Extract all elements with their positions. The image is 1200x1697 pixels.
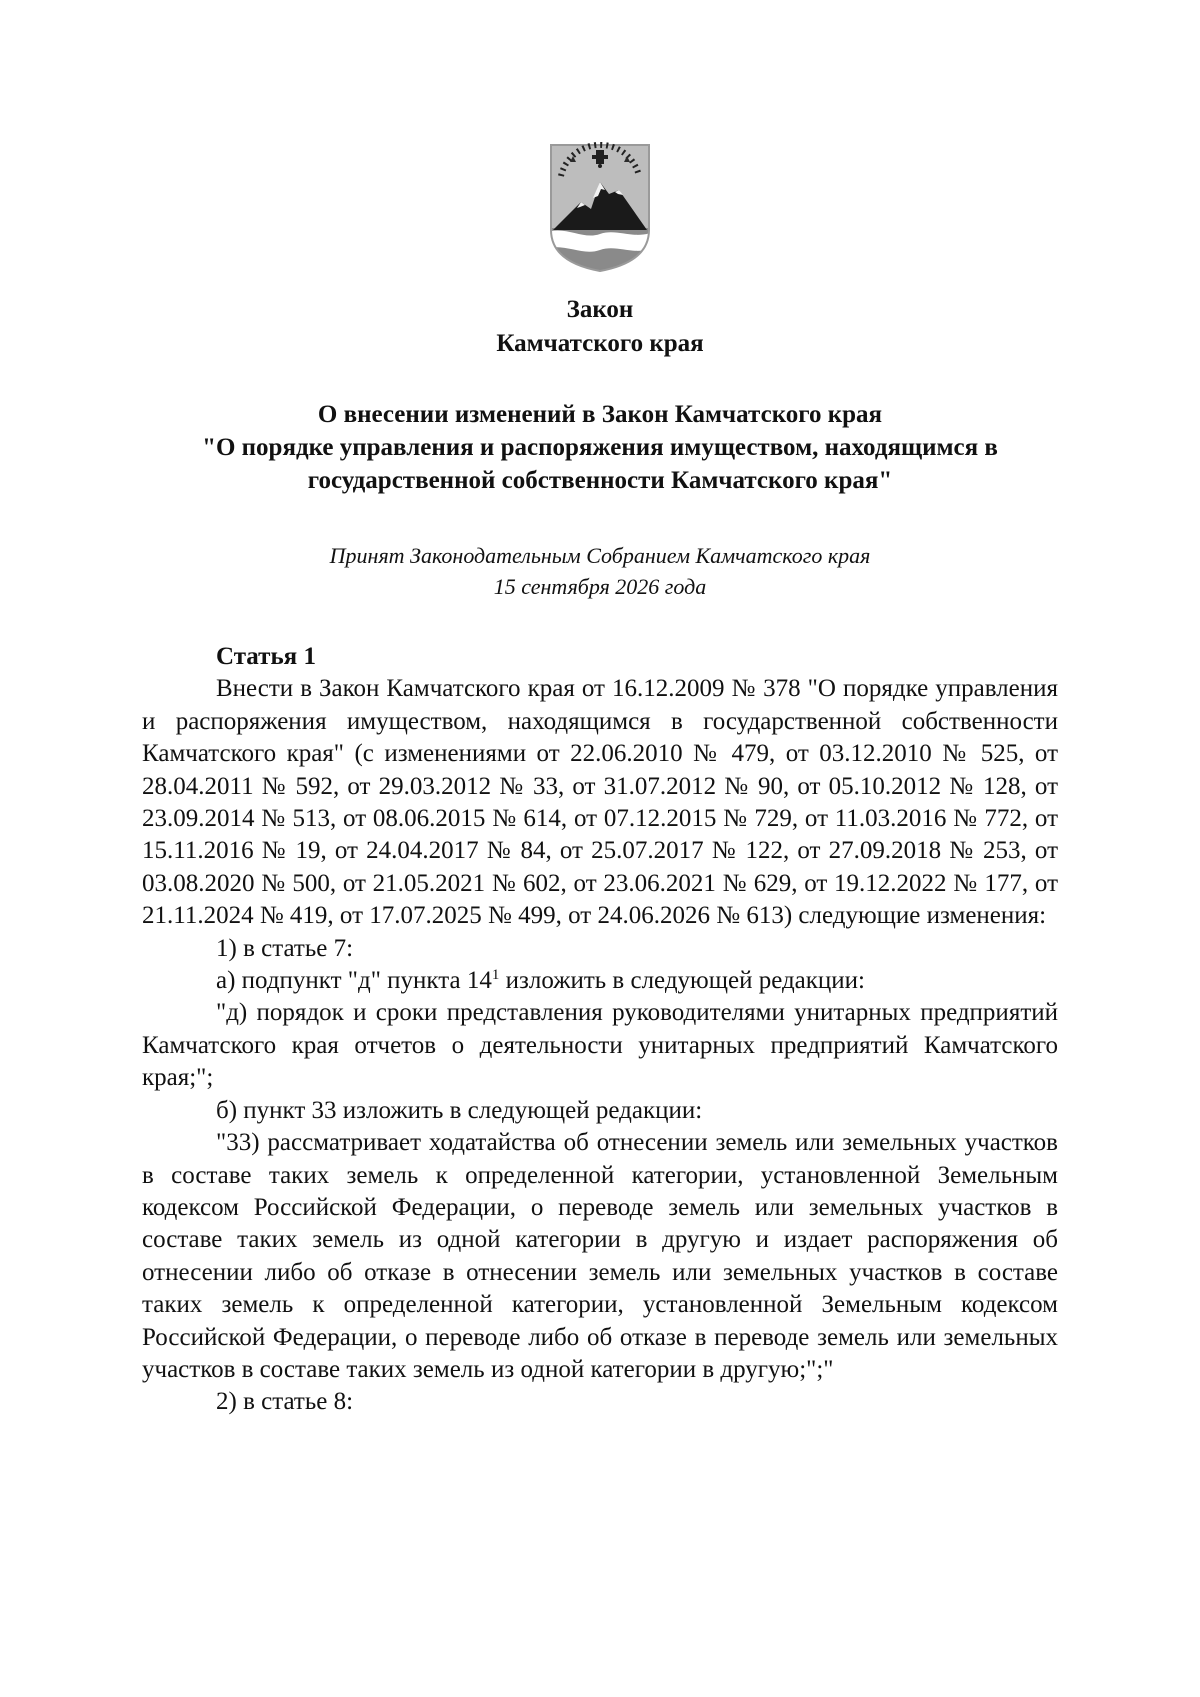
list-item-subpoint-a <box>142 965 1058 997</box>
law-subject-line-3: государственной собственности Камчатского края" <box>307 467 893 494</box>
coat-of-arms-icon <box>547 142 653 273</box>
article-intro-paragraph: Внести в Закон Камчатского края от 16.12.2009 № 378 "О порядке управления и распоряжения имуществом, находящимся в государственной собственности Камчатского края" (с изменениями от 22.06.2010 № 479, от 03.12.2010 № 525, от 28.04.2011 № 592, от 29.03.2012 № 33, от 31.07.2012 № 90, от 05.10.2012 № 128, от 23.09.2014 № 513, от 08.06.2015 № 614, от 07.12.2015 № 729, от 11.03.2016 № 772, от 15.11.2016 № 19, от 24.04.2017 № 84, от 25.07.2017 № 122, от 27.09.2018 № 253, от 03.08.2020 № 500, от 21.05.2021 № 602, от 23.06.2021 № 629, от 19.12.2022 № 177, от 21.11.2024 № 419, от 17.07.2025 № 499, от 24.06.2026 № 613) следующие изменения: <box>142 675 1058 930</box>
subpoint-a-text: а) подпункт "д" пункта 14 <box>216 967 492 995</box>
subpoint-a-tail: изложить в следующей редакции: <box>499 967 866 995</box>
law-subject-title <box>140 398 1060 497</box>
adoption-date: 15 сентября 2026 года <box>493 574 707 599</box>
superscript-index: 1 <box>491 967 500 984</box>
list-item-article-8: 2) в статье 8: <box>216 1388 354 1416</box>
law-subject-line-2: "О порядке управления и распоряжения имуществом, находящимся в <box>202 434 998 461</box>
adoption-body: Принят Законодательным Собранием Камчатского края <box>329 543 871 568</box>
quoted-text-d: "д) порядок и сроки представления руководителями унитарных предприятий Камчатского края отчетов о деятельности унитарных предприятий Камчатского края;"; <box>142 999 1058 1092</box>
quoted-text-33: "33) рассматривает ходатайства об отнесении земель или земельных участков в составе таких земель к определенной категории, установленной Земельным кодексом Российской Федерации, о переводе земель или земельных участков в составе таких земель из одной категории в другую и издает распоряжения об отнесении либо об отказе в отнесении земель или земельных участков в составе таких земель к определенной категории, установленной Земельным кодексом Российской Федерации, о переводе либо об отказе в переводе земель или земельных участков в составе таких земель из одной категории в другую;";" <box>142 1129 1058 1383</box>
document-body <box>142 641 1058 1419</box>
law-region: Камчатского края <box>496 330 704 357</box>
law-subject-line-1: О внесении изменений в Закон Камчатского края <box>317 401 883 428</box>
article-heading: Статья 1 <box>216 643 316 670</box>
list-item-subpoint-b: б) пункт 33 изложить в следующей редакции: <box>216 1096 703 1124</box>
adoption-note <box>150 540 1050 602</box>
list-item-article-7: 1) в статье 7: <box>216 934 354 962</box>
law-label: Закон <box>566 296 634 323</box>
